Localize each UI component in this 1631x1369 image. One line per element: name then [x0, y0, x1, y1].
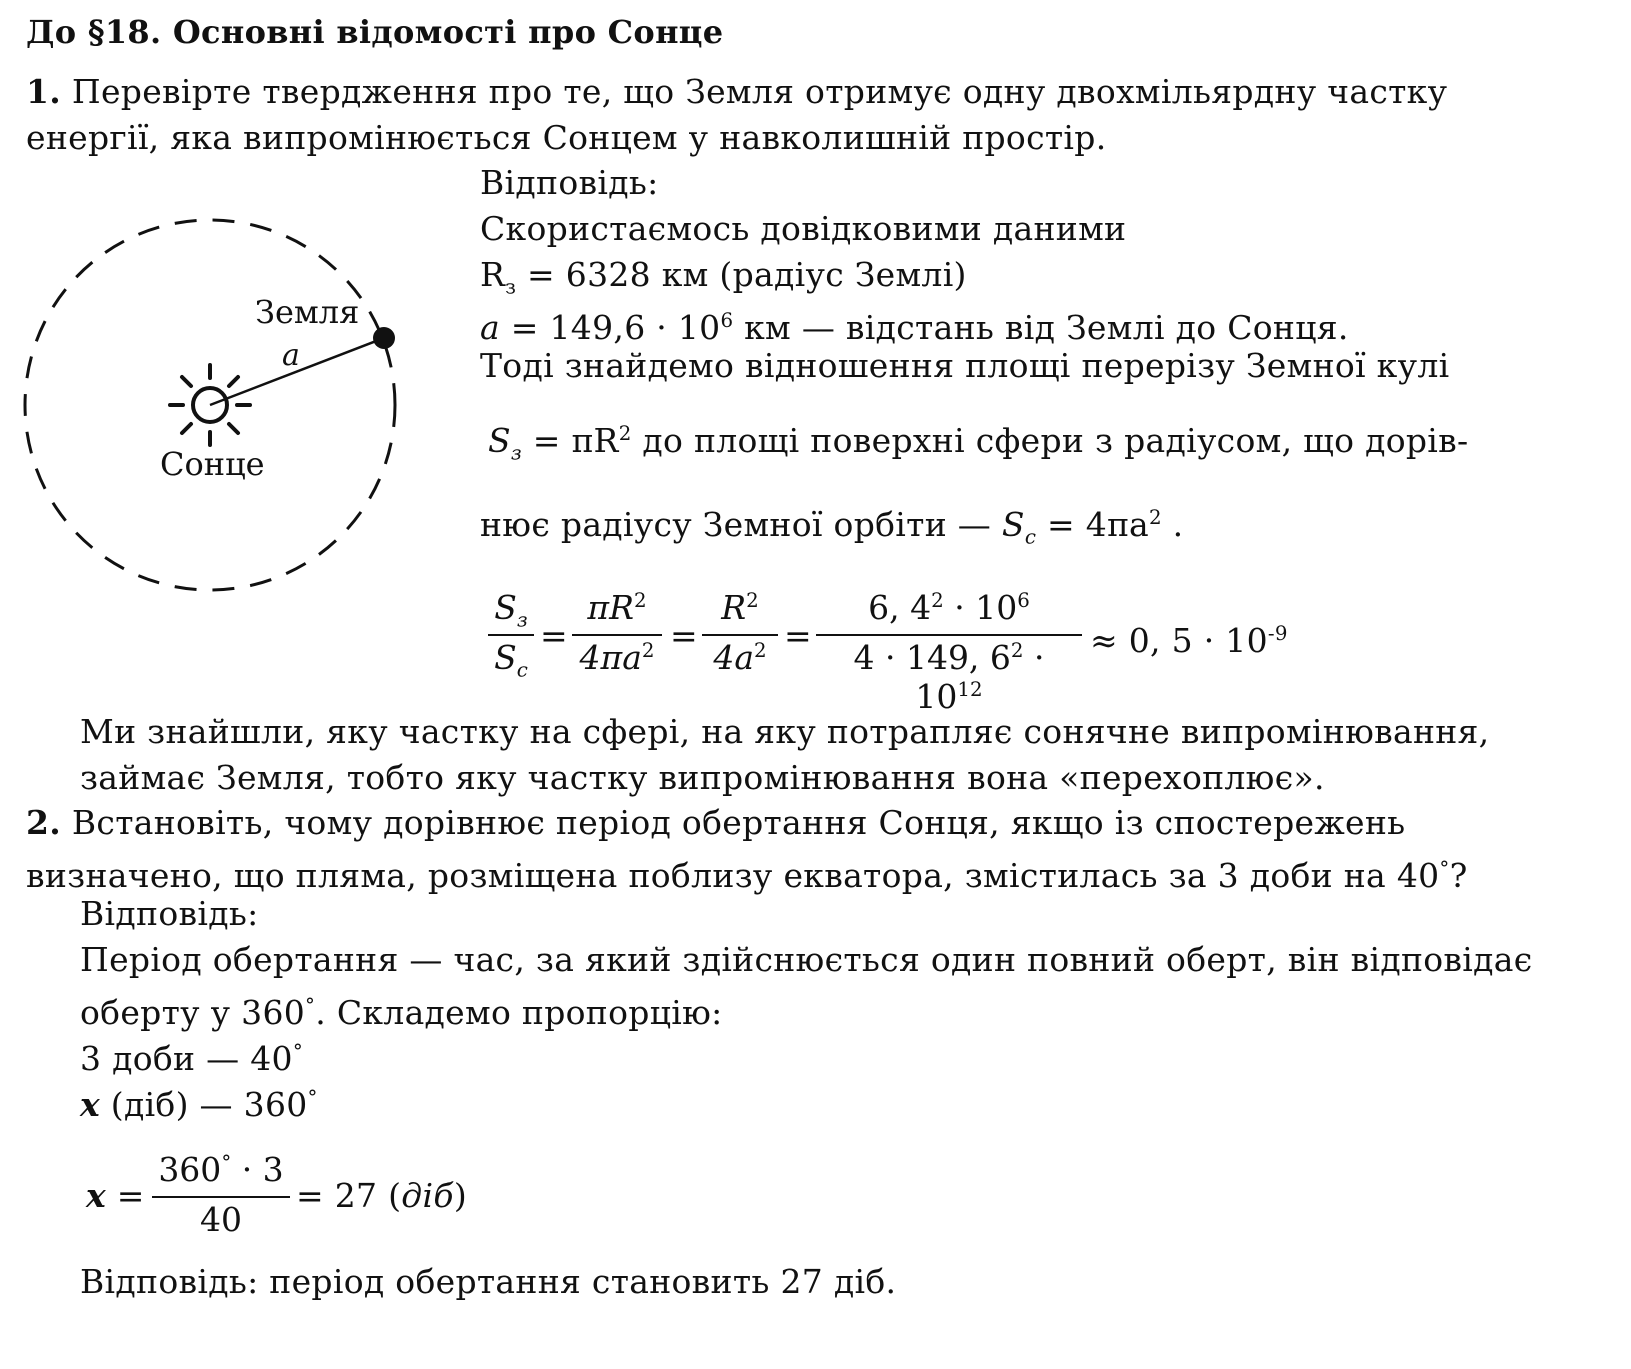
label-earth: Земля [255, 293, 360, 331]
earth-radius: $R_з = 6328$ км (радіус Землі) [480, 255, 967, 299]
answer-label-2: Відповідь: [80, 894, 259, 933]
earth-sun-distance: $a = 149,6 \cdot 10^6$ км — відстань від Землі до Сонця. [480, 308, 1349, 347]
question-1-line-2: енергії, яка випромінюється Сонцем у навколишній простір. [26, 118, 1107, 157]
equals-2: = [670, 616, 698, 655]
question-2-line-2: визначено, що пляма, розміщена поблизу екватора, змістилась за 3 доби на 40°? [26, 856, 1468, 895]
x-result: = 27 (діб) [296, 1176, 467, 1215]
conclusion-line-2: займає Земля, тобто яку частку випромінювання вона «перехоплює». [80, 758, 1325, 797]
fraction-3: $R^2$ $4a^2$ [702, 588, 778, 688]
question-1-line-1 [26, 72, 1447, 112]
question-text: Встановіть, чому дорівнює період обертання Сонця, якщо із спостережень [71, 803, 1406, 842]
label-a: a [282, 338, 300, 373]
question-number: 2. [26, 803, 62, 842]
period-definition-2: оберту у 360°. Складемо пропорцію: [80, 993, 723, 1032]
earth-dot [373, 327, 395, 349]
cross-section-line: $S_з = \pi R^2$ до площі поверхні сфери з радіусом, що дорів- [488, 421, 1469, 465]
question-text: Перевірте твердження про те, що Земля отримує одну двохмільярдну частку [71, 72, 1448, 111]
conclusion-line-1: Ми знайшли, яку частку на сфері, на яку потрапляє сонячне випромінювання, [80, 712, 1490, 751]
question-2-line-1 [26, 803, 1405, 843]
sphere-line: нює радіусу Земної орбіти — $S_c = 4\pi a^2$ . [480, 505, 1184, 549]
answer-label-1: Відповідь: [480, 163, 659, 202]
approx-result: ≈ 0, $5 \cdot 10^{-9}$ [1090, 621, 1288, 660]
proportion-1: 3 доби — 40° [80, 1039, 304, 1078]
equals-1: = [540, 616, 568, 655]
fraction-1: $S_з$ $S_c$ [488, 588, 534, 688]
question-number: 1. [26, 72, 62, 111]
fraction-4: 6, $4^2 \cdot 10^6$ 4 · 149, $6^2 \cdot 10^{12}$ [816, 588, 1082, 688]
page-heading: До §18. Основні відомості про Сонце [26, 13, 724, 51]
then-line: Тоді знайдемо відношення площі перерізу Земної кулі [480, 346, 1450, 385]
x-label: x = [86, 1176, 145, 1215]
period-definition-1: Період обертання — час, за який здійснюється один повний оберт, він відповідає [80, 940, 1533, 979]
equals-3: = [784, 616, 812, 655]
final-answer: Відповідь: період обертання становить 27 діб. [80, 1262, 897, 1301]
sun-earth-diagram [20, 205, 420, 605]
reference-data: Скористаємось довідковими даними [480, 209, 1127, 248]
proportion-2: x (діб) — 360° [80, 1085, 318, 1124]
label-sun: Сонце [160, 445, 265, 483]
fraction-2: $\pi R^2$ $4\pi a^2$ [572, 588, 662, 688]
x-fraction: 360° · 3 40 [152, 1150, 290, 1250]
